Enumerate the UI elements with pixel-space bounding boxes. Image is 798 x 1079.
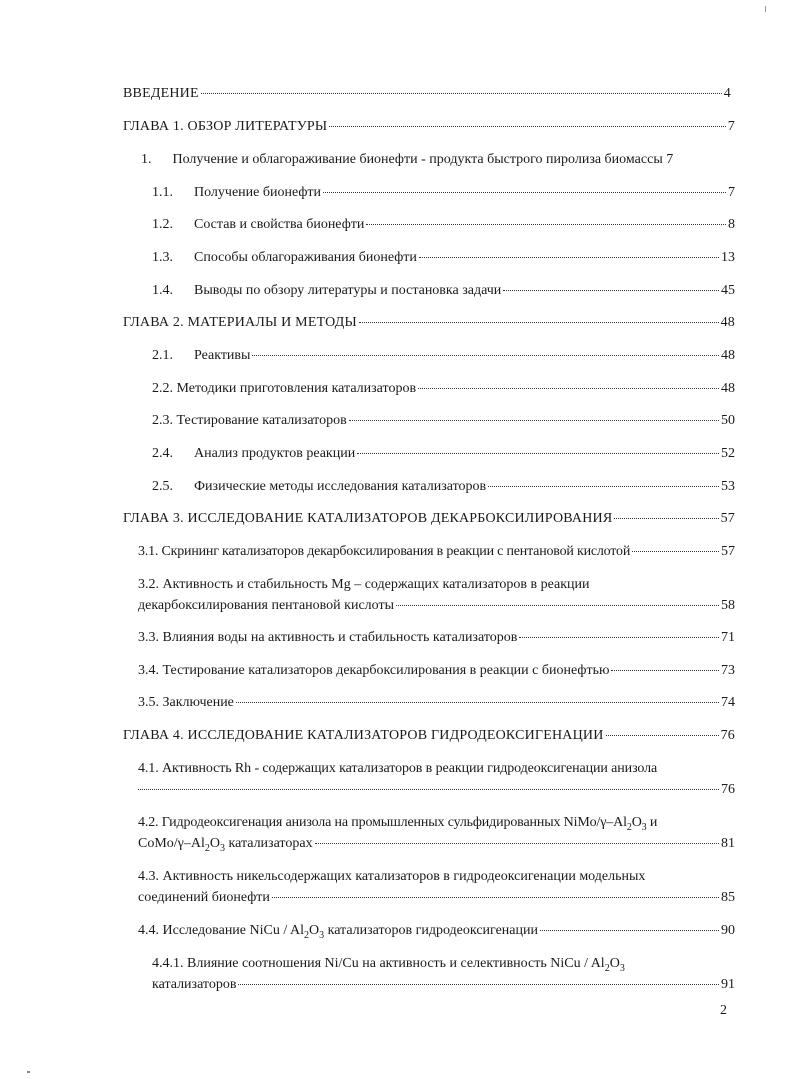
toc-entry-text: 3.1. Скрининг катализаторов декарбоксилирования в реакции с пентановой кислотой [138,544,631,559]
toc-entry-text: 4.1. Активность Rh - содержащих катализаторов в реакции гидродеоксигенации анизола [138,761,658,776]
dot-leader [418,388,719,389]
dot-leader [632,551,719,552]
toc-entry-text: Физические методы исследования катализаторов [194,479,487,494]
page-number: 2 [720,1003,727,1018]
toc-entry-chapter-4[interactable] [123,728,735,744]
toc-entry-page: 58 [721,598,735,613]
toc-entry-page: 90 [721,923,735,938]
toc-entry-intro[interactable] [123,86,731,102]
toc-entry-text: ГЛАВА 2. МАТЕРИАЛЫ И МЕТОДЫ [123,315,357,330]
dot-leader [488,486,719,487]
toc-entry-page: 74 [721,695,735,710]
subscript: 2 [604,962,610,974]
toc-entry-page: 13 [721,250,735,265]
subscript: 2 [626,821,632,833]
toc-entry-section-1-4[interactable] [152,283,735,299]
dot-leader [366,224,726,225]
toc-entry-section-4-4-1-line2[interactable] [152,977,735,993]
toc-entry-section-2-4[interactable] [152,446,735,462]
subscript: 3 [619,962,625,974]
dot-leader [606,735,719,736]
toc-entry-text: 4.2. Гидродеоксигенация анизола на промышленных сульфидированных NiMo/γ–Al [138,815,627,830]
dot-leader [396,605,719,606]
toc-entry-page: 85 [721,890,735,905]
dot-leader [323,192,726,193]
toc-entry-page: 50 [721,413,735,428]
toc-entry-page: 81 [721,836,735,851]
toc-entry-section-4-1-line2[interactable] [138,782,735,798]
toc-entry-page: 48 [721,381,735,396]
toc-entry-section-4-1-line1[interactable] [138,761,657,777]
dot-leader [503,290,719,291]
dot-leader [359,322,719,323]
toc-entry-text: 4.4.1. Влияние соотношения Ni/Cu на активность и селективность NiCu / Al [152,956,605,971]
toc-entry-text: ГЛАВА 4. ИССЛЕДОВАНИЕ КАТАЛИЗАТОРОВ ГИДРОДЕОКСИГЕНАЦИИ [123,728,604,743]
toc-entry-section-3-5[interactable] [138,695,735,711]
toc-entry-section-3-3[interactable] [138,630,735,646]
toc-entry-section-4-3-line1[interactable] [138,869,645,885]
toc-entry-text: Реактивы [194,348,251,363]
toc-entry-text: 3.5. Заключение [138,695,234,710]
toc-entry-text: соединений бионефти [138,890,270,905]
toc-entry-page: 76 [720,728,735,743]
toc-entry-section-3-4[interactable] [138,663,735,679]
toc-entry-section-1-2[interactable] [152,217,735,233]
toc-entry-text: и [646,815,658,830]
dot-leader [614,518,718,519]
toc-entry-page: 57 [721,544,735,559]
dot-leader [272,897,719,898]
toc-entry-text: ГЛАВА 3. ИССЛЕДОВАНИЕ КАТАЛИЗАТОРОВ ДЕКАРБОКСИЛИРОВАНИЯ [123,511,613,526]
toc-entry-text: ВВЕДЕНИЕ [123,86,199,101]
toc-entry-number: 2.5. [152,479,173,494]
toc-entry-text: Получение бионефти [194,185,322,200]
toc-entry-text: 3.3. Влияния воды на активность и стабильность катализаторов [138,630,518,645]
dot-leader [315,843,719,844]
toc-entry-text: 4.4. Исследование NiCu / $Al_2O_3$ катализаторов гидродеоксигенации [138,923,538,941]
toc-entry-section-1-1[interactable] [152,185,735,201]
toc-entry-page: 7 [727,119,735,134]
toc-entry-text: 3.4. Тестирование катализаторов декарбоксилирования в реакции с бионефтью [138,663,610,678]
toc-entry-section-1-3[interactable] [152,250,735,266]
toc-entry-page: 48 [721,348,735,363]
toc-entry-chapter-2[interactable] [123,315,735,331]
toc-entry-page: 8 [728,217,735,232]
toc-entry-page: 91 [721,977,735,992]
dot-leader [419,257,719,258]
dot-leader [238,984,719,985]
toc-entry-text: Способы облагораживания бионефти [194,250,417,265]
toc-entry-text: Анализ продуктов реакции [194,446,356,461]
toc-entry-section-3-2-line2[interactable] [138,598,735,614]
toc-entry-page: 76 [721,782,735,797]
toc-entry-text: ГЛАВА 1. ОБЗОР ЛИТЕРАТУРЫ [123,119,328,134]
toc-entry-section-4-2-line1[interactable] [138,815,657,831]
dot-leader [611,670,719,671]
toc-entry-page: 7 [728,185,735,200]
toc-entry-section-4-4[interactable] [138,923,735,939]
toc-entry-number: 1.2. [152,217,173,232]
dot-leader [329,126,725,127]
toc-entry-text: O [631,815,642,830]
toc-entry-text: декарбоксилирования пентановой кислоты [138,598,394,613]
toc-entry-chapter-1[interactable] [123,119,735,135]
toc-entry-text: Получение и облагораживание бионефти - продукта быстрого пиролиза биомассы [172,152,663,167]
toc-entry-page: 53 [721,479,735,494]
toc-entry-text: O [609,956,620,971]
toc-entry-text: 3.2. Активность и стабильность Mg – содержащих катализаторов в реакции [138,577,590,592]
dot-leader [252,355,719,356]
toc-entry-number: 2.4. [152,446,173,461]
toc-entry-section-2-1[interactable] [152,348,735,364]
toc-entry-text: 2.3. Тестирование катализаторов [152,413,347,428]
scan-mark [27,1071,30,1073]
toc-entry-number: 1. [141,152,152,167]
toc-entry-page: 52 [721,446,735,461]
dot-leader [349,420,719,421]
toc-entry-text: 2.2. Методики приготовления катализаторов [152,381,417,396]
toc-entry-text: CoMo/$\gamma-Al_2O_3$ катализаторах [138,836,313,854]
dot-leader [540,930,719,931]
toc-entry-number: 1.3. [152,250,173,265]
dot-leader [138,789,719,790]
dot-leader [236,702,719,703]
toc-entry-section-3-1[interactable] [138,544,735,560]
toc-entry-page: 4 [723,86,731,101]
toc-entry-section-1[interactable] [141,152,673,168]
toc-entry-text: Выводы по обзору литературы и постановка задачи [194,283,502,298]
toc-entry-number: 2.1. [152,348,173,363]
toc-entry-page: 7 [666,152,674,167]
toc-entry-text: Состав и свойства бионефти [194,217,365,232]
toc-entry-chapter-3[interactable] [123,511,735,527]
dot-leader [357,453,719,454]
toc-entry-section-4-4-1-line1[interactable] [152,956,625,972]
toc-entry-number: 1.1. [152,185,173,200]
toc-entry-section-4-3-line2[interactable] [138,890,735,906]
subscript: 3 [641,821,647,833]
toc-entry-page: 45 [721,283,735,298]
toc-entry-page: 71 [721,630,735,645]
toc-entry-page: 57 [720,511,735,526]
toc-entry-text: 4.3. Активность никельсодержащих катализаторов в гидродеоксигенации модельных [138,869,646,884]
toc-entry-section-2-5[interactable] [152,479,735,495]
toc-entry-text: катализаторов [152,977,237,992]
toc-entry-number: 1.4. [152,283,173,298]
toc-entry-section-4-2-line2[interactable] [138,836,735,852]
toc-entry-section-2-2[interactable] [152,381,735,397]
dot-leader [519,637,719,638]
toc-entry-page: 48 [720,315,735,330]
scan-mark [765,6,766,12]
toc-entry-section-3-2-line1[interactable] [138,577,589,593]
dot-leader [201,93,722,94]
toc-entry-page: 73 [721,663,735,678]
toc-entry-section-2-3[interactable] [152,413,735,429]
